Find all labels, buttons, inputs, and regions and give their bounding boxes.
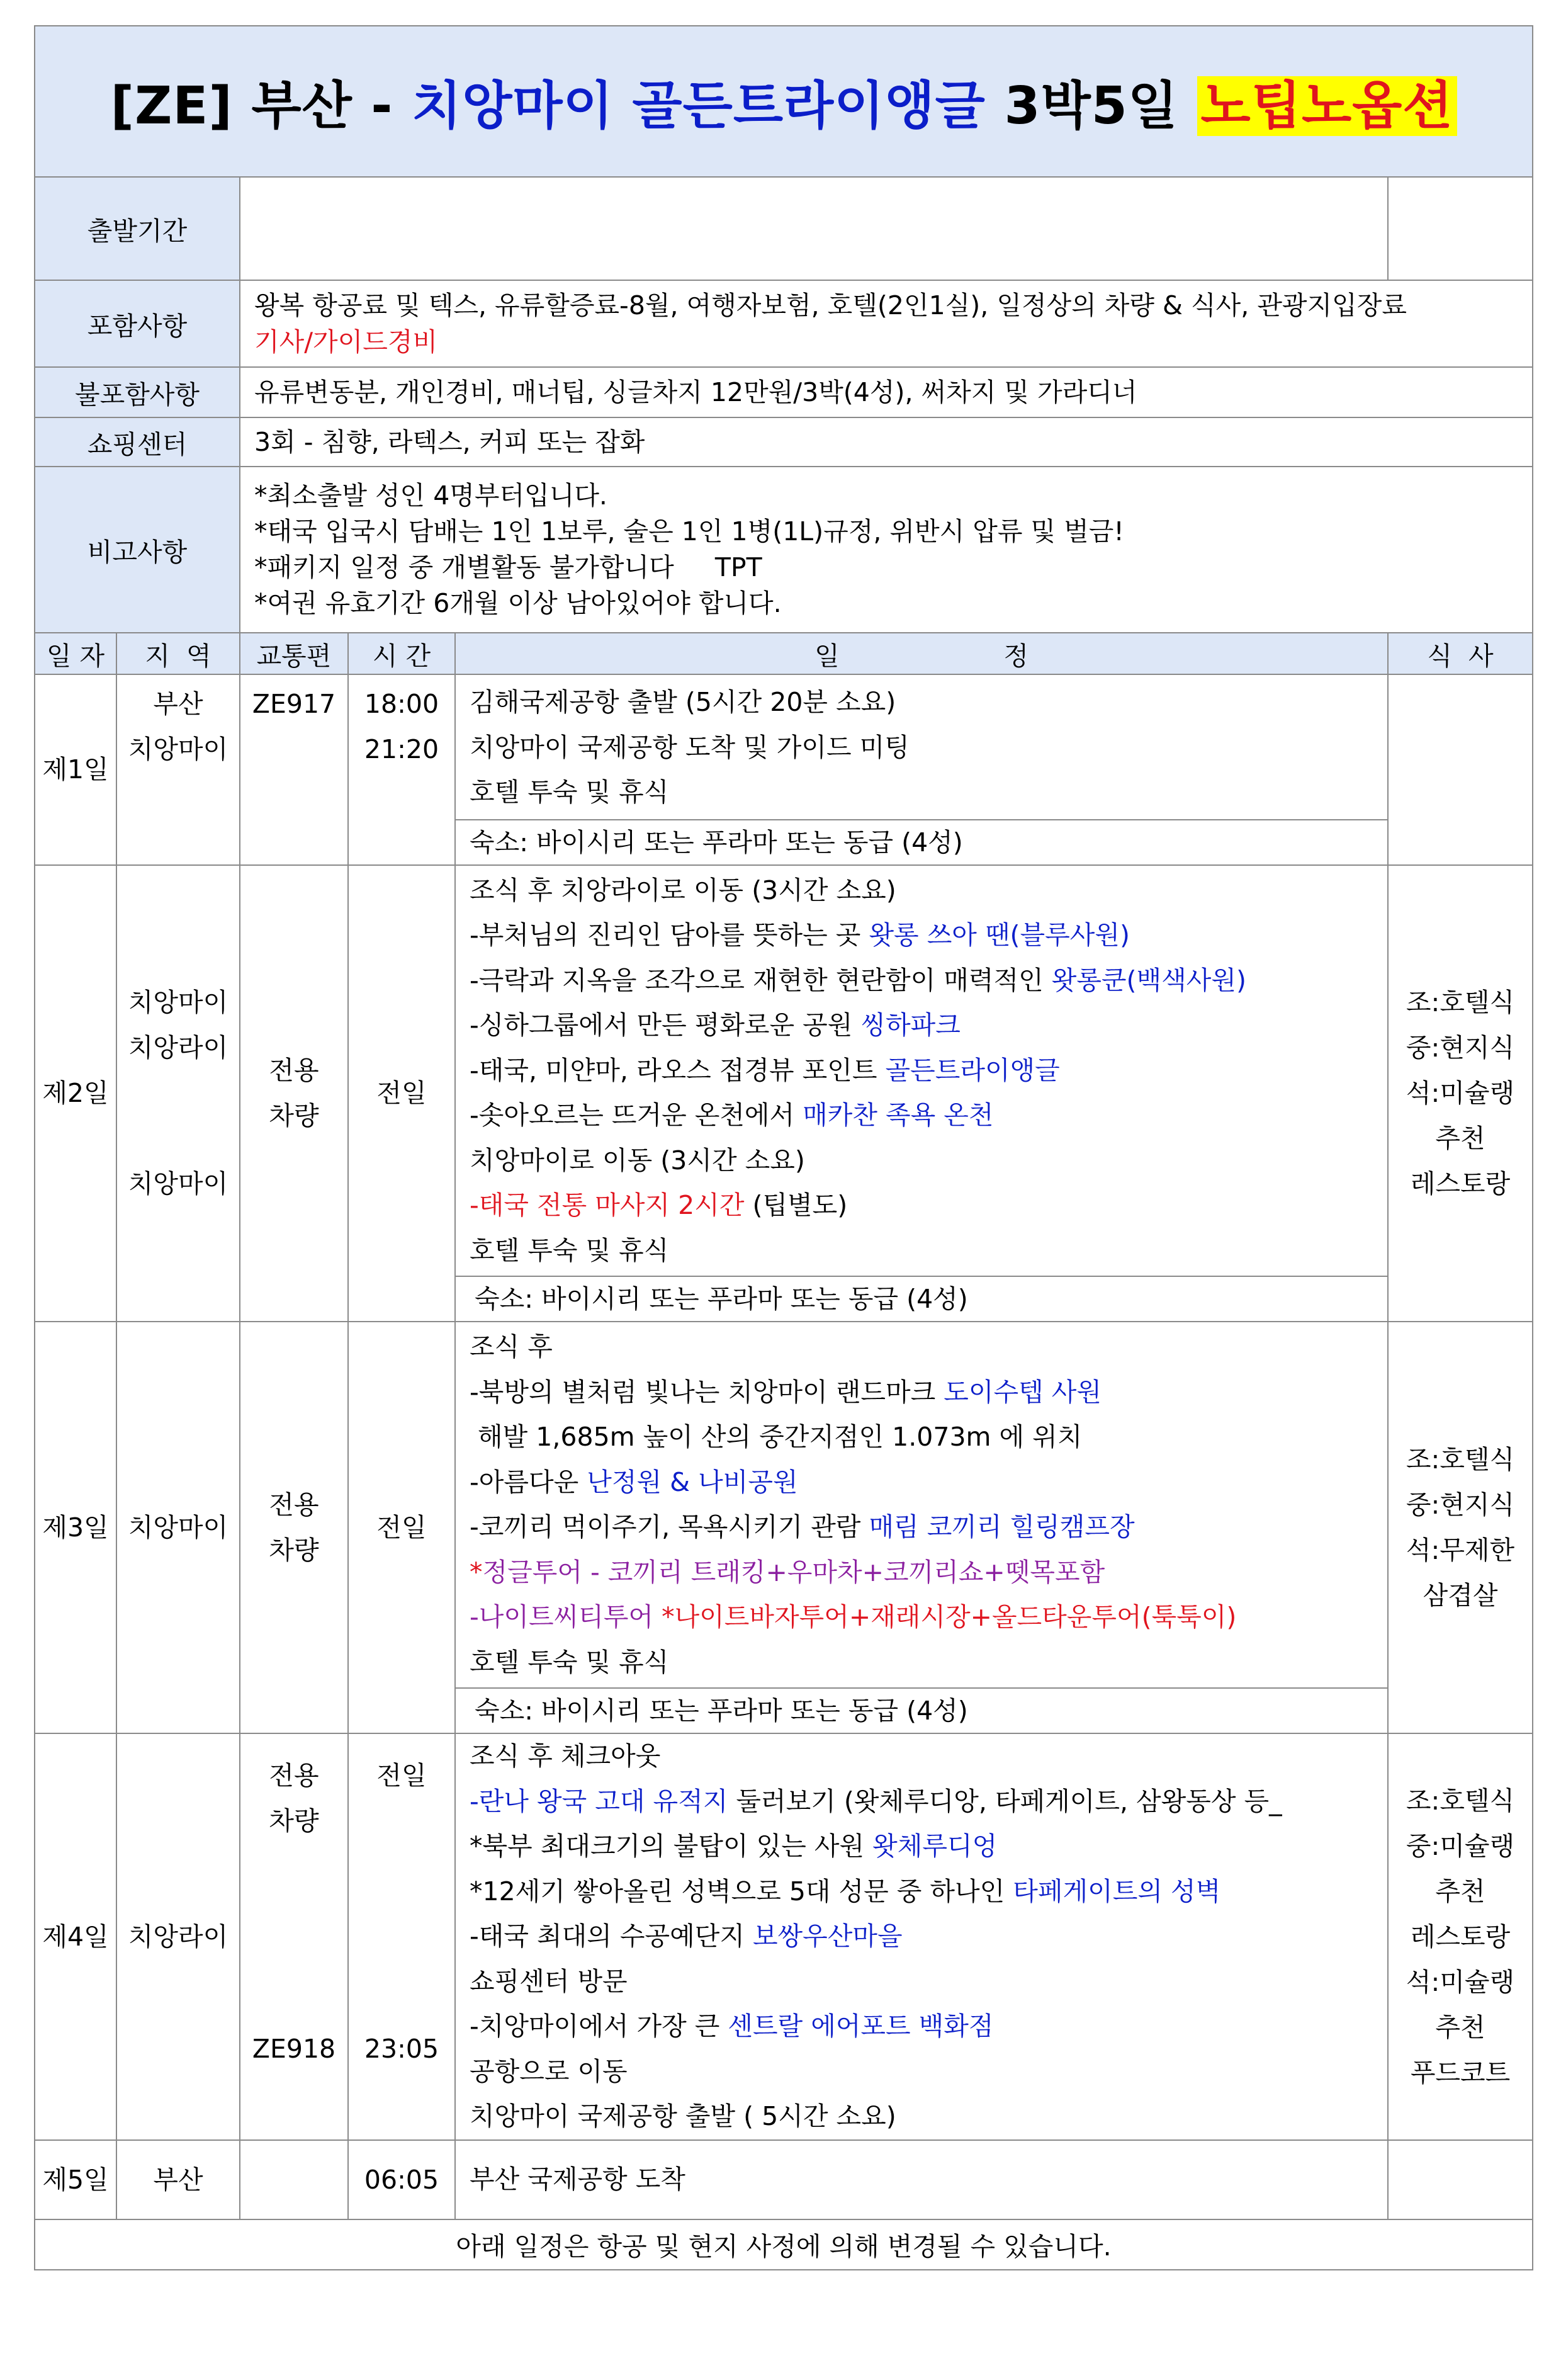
day4-schedule <box>455 1733 1388 2140</box>
shopping-value: 3회 - 침향, 라텍스, 커피 또는 잡화 <box>240 417 1533 467</box>
day3-schedule <box>455 1322 1388 1733</box>
day2-time: 전일 <box>348 865 455 1322</box>
day3-transport-2: 차량 <box>269 1535 319 1565</box>
day2-line: 조식 후 치앙라이로 이동 (3시간 소요) <box>470 875 896 905</box>
day4-time <box>348 1733 455 2140</box>
title-duration: 3박5일 <box>985 76 1197 136</box>
meal-item: 조:호텔식 <box>1406 987 1515 1018</box>
meal-item: 레스토랑 <box>1410 1169 1511 1199</box>
meal-item: 석:무제한 <box>1406 1535 1515 1565</box>
include-line-2: 기사/가이드경비 <box>254 327 438 357</box>
itinerary-table <box>34 25 1533 2270</box>
day4-transport <box>240 1733 348 2140</box>
remarks-label: 비고사항 <box>35 467 240 633</box>
singha-park: 씽하파크 <box>860 1010 961 1040</box>
day1-stay: 숙소: 바이시리 또는 푸라마 또는 동급 (4성) <box>456 819 1387 864</box>
meal-item: 푸드코트 <box>1410 2057 1511 2088</box>
doi-suthep: 도이수텝 사원 <box>944 1376 1102 1407</box>
meal-item: 석:미슐랭 <box>1406 1078 1515 1109</box>
day2-region-spacer <box>117 1070 239 1161</box>
remark-item: *태국 입국시 담배는 1인 1보루, 술은 1인 1병(1L)규정, 위반시 압류 및 벌금! <box>254 516 1124 547</box>
day3-line: 조식 후 <box>470 1332 553 1362</box>
day4-line: 쇼핑센터 방문 <box>470 1966 628 1997</box>
night-bazaar-tour: *나이트바자투어+재래시장+올드타운투어(툭툭이) <box>653 1602 1237 1632</box>
departure-extra <box>1388 177 1533 280</box>
wat-rong-khun: 왓롱쿤(백색사원) <box>1051 965 1246 995</box>
central-airport-mall: 센트랄 에어포트 백화점 <box>728 2011 994 2041</box>
day3-plan <box>456 1322 1387 1687</box>
day4-label: 제4일 <box>35 1733 116 2140</box>
day3-transport-1: 전용 <box>269 1490 319 1520</box>
day1-region-1: 부산 <box>153 689 203 719</box>
thai-massage: -태국 전통 마사지 2시간 <box>470 1190 745 1220</box>
wat-rong-suea-ten: 왓롱 쓰아 땐(블루사원) <box>869 920 1130 950</box>
day2-row <box>35 865 1533 1322</box>
include-line-1: 왕복 항공료 및 텍스, 유류할증료-8월, 여행자보험, 호텔(2인1실), 일정상의 차량 & 식사, 관광지입장료 <box>254 290 1407 320</box>
day1-region-2: 치앙마이 <box>128 734 228 764</box>
meal-item: 레스토랑 <box>1410 1921 1511 1952</box>
hot-spring: 매카찬 족욕 온천 <box>803 1100 994 1130</box>
elephant-camp: 매림 코끼리 힐링캠프장 <box>869 1512 1135 1542</box>
day5-schedule: 부산 국제공항 도착 <box>455 2140 1388 2219</box>
day4-line: 공항으로 이동 <box>470 2056 628 2087</box>
orchid-butterfly-garden: 난정원 & 나비공원 <box>587 1466 798 1497</box>
day1-schedule <box>455 674 1388 865</box>
day3-region: 치앙마이 <box>116 1322 240 1733</box>
departure-row <box>35 177 1533 280</box>
day2-region-1: 치앙마이 <box>128 987 228 1018</box>
day4-line: -치앙마이에서 가장 큰 센트랄 에어포트 백화점 <box>470 2011 994 2041</box>
schedule-header-row <box>35 633 1533 674</box>
remark-item: *여권 유효기간 6개월 이상 남아있어야 합니다. <box>254 588 782 618</box>
day2-line: -태국, 미얀마, 라오스 접경뷰 포인트 골든트라이앵글 <box>470 1055 1060 1085</box>
day5-row <box>35 2140 1533 2219</box>
meal-item: 중:미슐랭 <box>1406 1830 1515 1861</box>
title-row <box>35 26 1533 177</box>
departure-value <box>240 177 1388 280</box>
shopping-row <box>35 417 1533 467</box>
day3-row <box>35 1322 1533 1733</box>
day4-transport-spacer <box>240 1844 347 2026</box>
day4-row <box>35 1733 1533 2140</box>
meal-item: 추천 <box>1435 1876 1485 1907</box>
day2-line: -태국 전통 마사지 2시간 (팁별도) <box>470 1190 848 1220</box>
day4-line: *12세기 쌓아올린 성벽으로 5대 성문 중 하나인 타페게이트의 성벽 <box>470 1876 1221 1907</box>
meal-item: 추천 <box>1435 2012 1485 2043</box>
title-prefix: [ZE] 부산 - <box>110 76 412 136</box>
day3-line: -아름다운 난정원 & 나비공원 <box>470 1466 798 1497</box>
day5-region: 부산 <box>116 2140 240 2219</box>
day3-line: -코끼리 먹이주기, 목욕시키기 관람 매림 코끼리 힐링캠프장 <box>470 1512 1135 1542</box>
day1-line: 김해국제공항 출발 (5시간 20분 소요) <box>470 687 896 717</box>
header-schedule: 일 정 <box>455 633 1388 674</box>
day4-line: -란나 왕국 고대 유적지 둘러보기 (왓체루디앙, 타페게이트, 삼왕동상 등_ <box>470 1786 1282 1816</box>
meal-item: 조:호텔식 <box>1406 1444 1515 1475</box>
page-title <box>110 76 1457 136</box>
day3-line: 해발 1,685m 높이 산의 중간지점인 1.073m 에 위치 <box>470 1422 1083 1452</box>
day1-time <box>348 674 455 865</box>
meal-item: 추천 <box>1435 1123 1485 1154</box>
day1-label: 제1일 <box>35 674 116 865</box>
day1-line: 치앙마이 국제공항 도착 및 가이드 미팅 <box>470 732 910 762</box>
footer-row <box>35 2219 1533 2270</box>
title-route: 치앙마이 골든트라이앵글 <box>412 76 986 136</box>
header-meal: 식 사 <box>1388 633 1533 674</box>
day1-transport: ZE917 <box>240 674 348 865</box>
day3-meal <box>1388 1322 1533 1733</box>
include-row <box>35 280 1533 367</box>
day2-meal <box>1388 865 1533 1322</box>
day5-meal <box>1388 2140 1533 2219</box>
day2-region <box>116 865 240 1322</box>
day2-schedule <box>455 865 1388 1322</box>
day5-time: 06:05 <box>348 2140 455 2219</box>
day5-transport <box>240 2140 348 2219</box>
day3-line: *정글투어 - 코끼리 트래킹+우마차+코끼리쇼+뗏목포함 <box>470 1556 1105 1587</box>
day1-row <box>35 674 1533 865</box>
itinerary-sheet <box>34 25 1532 2270</box>
day2-line: 호텔 투숙 및 휴식 <box>470 1235 669 1266</box>
day1-time-1: 18:00 <box>364 689 439 719</box>
header-day: 일 자 <box>35 633 116 674</box>
day1-line: 호텔 투숙 및 휴식 <box>470 777 669 807</box>
day1-region <box>116 674 240 865</box>
tha-phae-gate: 타페게이트의 성벽 <box>1013 1876 1221 1907</box>
day2-line: -솟아오르는 뜨거운 온천에서 매카찬 족욕 온천 <box>470 1100 994 1130</box>
day2-transport-2: 차량 <box>269 1101 319 1131</box>
day2-stay: 숙소: 바이시리 또는 푸라마 또는 동급 (4성) <box>456 1276 1387 1321</box>
day3-transport <box>240 1322 348 1733</box>
meal-item: 삼겹살 <box>1423 1580 1498 1611</box>
day2-line: -싱하그룹에서 만든 평화로운 공원 씽하파크 <box>470 1010 961 1040</box>
day4-transport-1: 전용 <box>269 1760 319 1791</box>
day4-plan <box>456 1734 1387 2139</box>
exclude-label: 불포함사항 <box>35 367 240 417</box>
exclude-row <box>35 367 1533 417</box>
footer-note: 아래 일정은 항공 및 현지 사정에 의해 변경될 수 있습니다. <box>35 2219 1533 2270</box>
day3-stay: 숙소: 바이시리 또는 푸라마 또는 동급 (4성) <box>456 1687 1387 1733</box>
day4-line: 치앙마이 국제공항 출발 ( 5시간 소요) <box>470 2101 896 2131</box>
day1-meal <box>1388 674 1533 865</box>
day4-region: 치앙라이 <box>116 1733 240 2140</box>
day4-line: 조식 후 체크아웃 <box>470 1741 661 1771</box>
golden-triangle: 골든트라이앵글 <box>885 1055 1060 1085</box>
day4-line: *북부 최대크기의 불탑이 있는 사원 왓체루디엉 <box>470 1831 998 1861</box>
header-time: 시 간 <box>348 633 455 674</box>
day1-time-2: 21:20 <box>364 734 439 764</box>
day2-line: 치앙마이로 이동 (3시간 소요) <box>470 1145 805 1176</box>
remarks-value <box>240 467 1533 633</box>
day4-line: -태국 최대의 수공예단지 보쌍우산마을 <box>470 1921 903 1951</box>
meal-item: 중:현지식 <box>1406 1033 1515 1063</box>
remark-item: *패키지 일정 중 개별활동 불가합니다 TPT <box>254 552 762 582</box>
header-transport: 교통편 <box>240 633 348 674</box>
day3-line: 호텔 투숙 및 휴식 <box>470 1646 669 1677</box>
day4-transport-2: 차량 <box>269 1806 319 1836</box>
day3-time: 전일 <box>348 1322 455 1733</box>
day2-line: -극락과 지옥을 조각으로 재현한 현란함이 매력적인 왓롱쿤(백색사원) <box>470 965 1246 995</box>
remarks-row <box>35 467 1533 633</box>
header-region: 지 역 <box>116 633 240 674</box>
day3-line <box>470 1595 1387 1640</box>
day2-line: -부처님의 진리인 담아를 뜻하는 곳 왓롱 쓰아 땐(블루사원) <box>470 920 1130 950</box>
day2-label: 제2일 <box>35 865 116 1322</box>
day4-time-1: 전일 <box>376 1760 427 1791</box>
meal-item: 중:현지식 <box>1406 1490 1515 1520</box>
exclude-value: 유류변동분, 개인경비, 매너팁, 싱글차지 12만원/3박(4성), 써차지 및 가라디너 <box>240 367 1533 417</box>
day5-label: 제5일 <box>35 2140 116 2219</box>
no-tip-no-option-badge: 노팁노옵션 <box>1197 76 1457 136</box>
wat-chedi-luang: 왓체루디엉 <box>872 1831 998 1861</box>
shopping-label: 쇼핑센터 <box>35 417 240 467</box>
night-city-tour: -나이트씨티투어 <box>470 1602 654 1632</box>
day4-meal <box>1388 1733 1533 2140</box>
title-cell <box>35 26 1533 177</box>
day2-plan <box>456 866 1387 1276</box>
meal-item: 석:미슐랭 <box>1406 1966 1515 1997</box>
day2-transport <box>240 865 348 1322</box>
day4-time-spacer <box>349 1798 454 2026</box>
bo-sang-village: 보쌍우산마을 <box>752 1921 903 1951</box>
day2-region-2: 치앙라이 <box>128 1033 228 1063</box>
day2-region-3: 치앙마이 <box>128 1169 228 1199</box>
day4-transport-3: ZE918 <box>252 2034 336 2064</box>
day3-line: -북방의 별처럼 빛나는 치앙마이 랜드마크 도이수텝 사원 <box>470 1376 1102 1407</box>
day4-time-2: 23:05 <box>364 2034 439 2064</box>
departure-label: 출발기간 <box>35 177 240 280</box>
day2-transport-1: 전용 <box>269 1055 319 1086</box>
day3-label: 제3일 <box>35 1322 116 1733</box>
remark-item: *최소출발 성인 4명부터입니다. <box>254 480 607 511</box>
include-label: 포함사항 <box>35 280 240 367</box>
day1-plan <box>456 675 1387 819</box>
include-value <box>240 280 1533 367</box>
meal-item: 조:호텔식 <box>1406 1785 1515 1816</box>
jungle-tour: 정글투어 - 코끼리 트래킹+우마차+코끼리쇼+뗏목포함 <box>482 1556 1105 1587</box>
lanna-ruins: -란나 왕국 고대 유적지 <box>470 1786 728 1816</box>
